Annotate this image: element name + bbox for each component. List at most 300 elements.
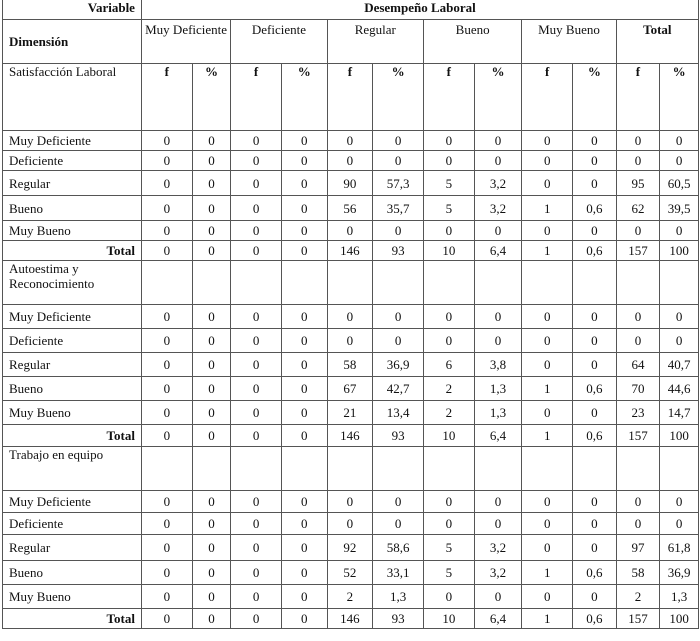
freq-cell: 1	[522, 561, 573, 585]
empty-cell	[231, 447, 282, 491]
header-row-1	[3, 0, 699, 20]
pct-cell: 0	[660, 221, 699, 241]
freq-cell: 0	[522, 171, 573, 196]
pct-cell: 0	[573, 491, 617, 513]
freq-cell: 10	[423, 609, 474, 629]
pct-cell: 0	[373, 329, 424, 353]
pct-cell: 0	[474, 513, 522, 535]
freq-cell: 0	[231, 131, 282, 151]
pct-cell: 0	[573, 329, 617, 353]
pct-cell: 0	[192, 329, 231, 353]
freq-cell: 0	[327, 221, 373, 241]
freq-cell: 0	[231, 329, 282, 353]
freq-cell: 0	[141, 221, 192, 241]
empty-cell	[373, 447, 424, 491]
pct-cell: 0	[373, 491, 424, 513]
pct-cell: 93	[373, 609, 424, 629]
pct-cell: 0	[192, 513, 231, 535]
freq-label: f	[423, 64, 474, 131]
pct-label: %	[373, 64, 424, 131]
pct-cell: 0	[373, 151, 424, 171]
pct-cell: 0	[573, 353, 617, 377]
pct-cell: 0	[573, 401, 617, 425]
row-label: Deficiente	[3, 513, 142, 535]
empty-cell	[660, 447, 699, 491]
pct-cell: 0	[660, 491, 699, 513]
row-label: Bueno	[3, 196, 142, 221]
freq-cell: 0	[231, 513, 282, 535]
freq-cell: 0	[616, 221, 660, 241]
pct-cell: 0	[373, 305, 424, 329]
freq-cell: 0	[522, 401, 573, 425]
table-row	[3, 196, 699, 221]
pct-cell: 0	[573, 585, 617, 609]
freq-cell: 67	[327, 377, 373, 401]
row-label: Regular	[3, 171, 142, 196]
empty-cell	[373, 261, 424, 305]
pct-cell: 0	[660, 329, 699, 353]
empty-cell	[660, 261, 699, 305]
empty-cell	[616, 261, 660, 305]
freq-cell: 0	[522, 131, 573, 151]
pct-cell: 40,7	[660, 353, 699, 377]
section-title: Satisfacción Laboral	[3, 64, 142, 131]
pct-cell: 6,4	[474, 609, 522, 629]
freq-cell: 0	[141, 401, 192, 425]
pct-cell: 3,8	[474, 353, 522, 377]
empty-cell	[573, 447, 617, 491]
table-row	[3, 491, 699, 513]
freq-cell: 5	[423, 171, 474, 196]
freq-cell: 95	[616, 171, 660, 196]
empty-cell	[327, 261, 373, 305]
freq-cell: 62	[616, 196, 660, 221]
section-title: Trabajo en equipo	[3, 447, 142, 491]
freq-cell: 0	[423, 221, 474, 241]
row-label: Muy Bueno	[3, 221, 142, 241]
pct-cell: 0	[192, 241, 231, 261]
pct-cell: 0	[373, 131, 424, 151]
freq-cell: 0	[141, 491, 192, 513]
freq-cell: 23	[616, 401, 660, 425]
freq-label: f	[327, 64, 373, 131]
variable-header: Variable	[3, 0, 142, 20]
freq-cell: 56	[327, 196, 373, 221]
row-label: Muy Bueno	[3, 401, 142, 425]
pct-cell: 6,4	[474, 241, 522, 261]
pct-cell: 0	[192, 491, 231, 513]
total-label: Total	[3, 609, 142, 629]
pct-cell: 0	[192, 401, 231, 425]
table-row	[3, 329, 699, 353]
table-row	[3, 535, 699, 561]
freq-cell: 52	[327, 561, 373, 585]
empty-cell	[231, 261, 282, 305]
pct-cell: 13,4	[373, 401, 424, 425]
freq-cell: 0	[522, 151, 573, 171]
pct-cell: 0	[281, 561, 327, 585]
pct-cell: 0	[474, 221, 522, 241]
freq-cell: 0	[141, 377, 192, 401]
row-label: Deficiente	[3, 151, 142, 171]
pct-cell: 0,6	[573, 241, 617, 261]
pct-cell: 0	[281, 425, 327, 447]
freq-cell: 0	[616, 491, 660, 513]
total-row	[3, 425, 699, 447]
table-row	[3, 221, 699, 241]
freq-cell: 2	[616, 585, 660, 609]
pct-cell: 0	[660, 305, 699, 329]
freq-cell: 0	[231, 425, 282, 447]
row-label: Regular	[3, 353, 142, 377]
freq-cell: 0	[423, 491, 474, 513]
pct-cell: 0	[573, 305, 617, 329]
row-label: Muy Deficiente	[3, 131, 142, 151]
pct-cell: 0	[192, 425, 231, 447]
freq-cell: 0	[423, 131, 474, 151]
total-label: Total	[3, 425, 142, 447]
pct-cell: 0	[281, 151, 327, 171]
pct-cell: 42,7	[373, 377, 424, 401]
pct-cell: 0	[192, 585, 231, 609]
freq-cell: 0	[327, 329, 373, 353]
freq-label: f	[141, 64, 192, 131]
freq-cell: 0	[616, 151, 660, 171]
category-header-muy-deficiente: Muy Deficiente	[141, 20, 230, 64]
freq-cell: 97	[616, 535, 660, 561]
freq-cell: 0	[423, 151, 474, 171]
pct-cell: 0	[281, 305, 327, 329]
pct-cell: 0	[281, 535, 327, 561]
pct-cell: 0	[573, 171, 617, 196]
freq-cell: 2	[327, 585, 373, 609]
pct-cell: 0	[573, 535, 617, 561]
freq-cell: 5	[423, 561, 474, 585]
freq-cell: 0	[231, 151, 282, 171]
pct-cell: 0,6	[573, 377, 617, 401]
pct-cell: 0	[192, 535, 231, 561]
freq-cell: 1	[522, 425, 573, 447]
freq-cell: 0	[616, 513, 660, 535]
pct-cell: 93	[373, 241, 424, 261]
pct-cell: 0	[281, 241, 327, 261]
pct-cell: 0,6	[573, 609, 617, 629]
pct-cell: 0	[281, 377, 327, 401]
section-title-row	[3, 64, 699, 131]
table-row	[3, 585, 699, 609]
pct-cell: 1,3	[373, 585, 424, 609]
freq-cell: 0	[231, 609, 282, 629]
table-row	[3, 513, 699, 535]
freq-cell: 0	[327, 131, 373, 151]
pct-cell: 57,3	[373, 171, 424, 196]
freq-cell: 0	[327, 491, 373, 513]
pct-cell: 0,6	[573, 425, 617, 447]
pct-cell: 3,2	[474, 535, 522, 561]
empty-cell	[281, 447, 327, 491]
empty-cell	[141, 261, 192, 305]
pct-cell: 61,8	[660, 535, 699, 561]
row-label: Regular	[3, 535, 142, 561]
performance-table	[2, 0, 699, 629]
pct-cell: 35,7	[373, 196, 424, 221]
freq-cell: 0	[231, 561, 282, 585]
freq-cell: 0	[616, 305, 660, 329]
pct-cell: 0	[474, 305, 522, 329]
pct-cell: 44,6	[660, 377, 699, 401]
total-label: Total	[3, 241, 142, 261]
freq-cell: 5	[423, 535, 474, 561]
pct-cell: 58,6	[373, 535, 424, 561]
pct-cell: 60,5	[660, 171, 699, 196]
freq-cell: 0	[141, 329, 192, 353]
freq-cell: 0	[231, 196, 282, 221]
empty-cell	[327, 447, 373, 491]
pct-cell: 100	[660, 241, 699, 261]
table-row	[3, 151, 699, 171]
pct-cell: 0,6	[573, 561, 617, 585]
pct-label: %	[573, 64, 617, 131]
empty-cell	[192, 447, 231, 491]
freq-cell: 1	[522, 377, 573, 401]
pct-cell: 0	[281, 196, 327, 221]
freq-cell: 0	[423, 585, 474, 609]
pct-cell: 93	[373, 425, 424, 447]
category-header-total: Total	[616, 20, 698, 64]
pct-cell: 0	[281, 131, 327, 151]
freq-cell: 157	[616, 609, 660, 629]
row-label: Muy Deficiente	[3, 305, 142, 329]
pct-cell: 0,6	[573, 196, 617, 221]
pct-label: %	[281, 64, 327, 131]
freq-label: f	[616, 64, 660, 131]
freq-cell: 2	[423, 401, 474, 425]
freq-cell: 0	[141, 561, 192, 585]
freq-cell: 0	[141, 609, 192, 629]
pct-cell: 0	[281, 221, 327, 241]
freq-cell: 0	[327, 151, 373, 171]
freq-cell: 0	[423, 305, 474, 329]
table-row	[3, 171, 699, 196]
pct-cell: 0	[573, 131, 617, 151]
freq-cell: 146	[327, 241, 373, 261]
empty-cell	[474, 447, 522, 491]
freq-cell: 0	[141, 196, 192, 221]
pct-cell: 0	[192, 131, 231, 151]
pct-cell: 100	[660, 425, 699, 447]
freq-cell: 157	[616, 425, 660, 447]
section-title-row	[3, 447, 699, 491]
pct-cell: 0	[192, 609, 231, 629]
pct-cell: 6,4	[474, 425, 522, 447]
freq-cell: 0	[522, 491, 573, 513]
freq-cell: 1	[522, 609, 573, 629]
freq-cell: 10	[423, 241, 474, 261]
freq-cell: 0	[231, 585, 282, 609]
row-label: Deficiente	[3, 329, 142, 353]
pct-cell: 0	[281, 401, 327, 425]
freq-cell: 0	[231, 305, 282, 329]
pct-cell: 0	[281, 171, 327, 196]
pct-cell: 0	[660, 131, 699, 151]
freq-cell: 0	[616, 131, 660, 151]
empty-cell	[522, 447, 573, 491]
table-row	[3, 131, 699, 151]
total-row	[3, 609, 699, 629]
freq-cell: 146	[327, 609, 373, 629]
freq-cell: 0	[231, 377, 282, 401]
freq-cell: 2	[423, 377, 474, 401]
freq-cell: 70	[616, 377, 660, 401]
freq-cell: 0	[231, 171, 282, 196]
pct-cell: 100	[660, 609, 699, 629]
freq-cell: 0	[141, 513, 192, 535]
pct-cell: 0	[281, 329, 327, 353]
row-label: Muy Bueno	[3, 585, 142, 609]
row-label: Bueno	[3, 561, 142, 585]
freq-cell: 0	[522, 535, 573, 561]
freq-cell: 0	[141, 585, 192, 609]
freq-cell: 0	[141, 353, 192, 377]
dimension-header: Dimensión	[3, 20, 142, 64]
pct-cell: 0	[474, 329, 522, 353]
pct-cell: 0	[192, 305, 231, 329]
row-label: Muy Deficiente	[3, 491, 142, 513]
section-title: Autoestima y Reconocimiento	[3, 261, 142, 305]
freq-cell: 58	[327, 353, 373, 377]
freq-cell: 92	[327, 535, 373, 561]
pct-cell: 0	[373, 513, 424, 535]
category-header-regular: Regular	[327, 20, 423, 64]
pct-cell: 1,3	[474, 401, 522, 425]
pct-label: %	[660, 64, 699, 131]
pct-cell: 33,1	[373, 561, 424, 585]
empty-cell	[423, 447, 474, 491]
empty-cell	[423, 261, 474, 305]
empty-cell	[522, 261, 573, 305]
freq-cell: 0	[231, 535, 282, 561]
pct-cell: 36,9	[373, 353, 424, 377]
freq-cell: 0	[522, 353, 573, 377]
pct-cell: 0	[192, 196, 231, 221]
pct-cell: 0	[474, 151, 522, 171]
freq-cell: 0	[616, 329, 660, 353]
pct-cell: 0	[573, 151, 617, 171]
pct-cell: 14,7	[660, 401, 699, 425]
empty-cell	[573, 261, 617, 305]
pct-cell: 0	[474, 491, 522, 513]
pct-cell: 39,5	[660, 196, 699, 221]
freq-cell: 0	[522, 221, 573, 241]
freq-cell: 21	[327, 401, 373, 425]
pct-cell: 0	[192, 221, 231, 241]
pct-cell: 3,2	[474, 561, 522, 585]
freq-cell: 0	[141, 535, 192, 561]
freq-cell: 0	[522, 585, 573, 609]
pct-cell: 3,2	[474, 171, 522, 196]
pct-cell: 36,9	[660, 561, 699, 585]
empty-cell	[192, 261, 231, 305]
table-row	[3, 377, 699, 401]
freq-cell: 0	[141, 131, 192, 151]
freq-cell: 0	[231, 491, 282, 513]
freq-label: f	[231, 64, 282, 131]
pct-cell: 0	[192, 561, 231, 585]
empty-cell	[141, 447, 192, 491]
pct-cell: 0	[192, 353, 231, 377]
category-header-deficiente: Deficiente	[231, 20, 327, 64]
freq-cell: 146	[327, 425, 373, 447]
pct-cell: 1,3	[474, 377, 522, 401]
pct-cell: 1,3	[660, 585, 699, 609]
freq-cell: 0	[522, 305, 573, 329]
total-row	[3, 241, 699, 261]
pct-cell: 0	[192, 151, 231, 171]
freq-cell: 0	[423, 329, 474, 353]
freq-cell: 0	[327, 513, 373, 535]
pct-label: %	[474, 64, 522, 131]
freq-cell: 0	[141, 171, 192, 196]
freq-cell: 0	[231, 401, 282, 425]
pct-cell: 0	[573, 221, 617, 241]
pct-cell: 0	[373, 221, 424, 241]
freq-cell: 0	[231, 241, 282, 261]
empty-cell	[281, 261, 327, 305]
pct-cell: 0	[660, 513, 699, 535]
freq-cell: 0	[423, 513, 474, 535]
freq-cell: 0	[231, 353, 282, 377]
pct-cell: 0	[474, 131, 522, 151]
pct-cell: 0	[192, 377, 231, 401]
pct-cell: 0	[660, 151, 699, 171]
freq-cell: 0	[522, 513, 573, 535]
pct-cell: 0	[281, 353, 327, 377]
table-row	[3, 305, 699, 329]
freq-cell: 1	[522, 196, 573, 221]
freq-cell: 0	[141, 425, 192, 447]
freq-cell: 90	[327, 171, 373, 196]
freq-cell: 0	[141, 305, 192, 329]
freq-cell: 5	[423, 196, 474, 221]
pct-cell: 3,2	[474, 196, 522, 221]
pct-cell: 0	[474, 585, 522, 609]
empty-cell	[616, 447, 660, 491]
header-row-2	[3, 20, 699, 64]
pct-cell: 0	[281, 609, 327, 629]
pct-cell: 0	[192, 171, 231, 196]
freq-cell: 10	[423, 425, 474, 447]
pct-label: %	[192, 64, 231, 131]
table-row	[3, 401, 699, 425]
freq-cell: 1	[522, 241, 573, 261]
freq-label: f	[522, 64, 573, 131]
section-title-row	[3, 261, 699, 305]
row-label: Bueno	[3, 377, 142, 401]
freq-cell: 0	[522, 329, 573, 353]
performance-header: Desempeño Laboral	[141, 0, 698, 20]
pct-cell: 0	[573, 513, 617, 535]
pct-cell: 0	[281, 513, 327, 535]
freq-cell: 64	[616, 353, 660, 377]
freq-cell: 6	[423, 353, 474, 377]
table-row	[3, 353, 699, 377]
empty-cell	[474, 261, 522, 305]
pct-cell: 0	[281, 585, 327, 609]
freq-cell: 0	[141, 151, 192, 171]
freq-cell: 0	[327, 305, 373, 329]
freq-cell: 58	[616, 561, 660, 585]
freq-cell: 157	[616, 241, 660, 261]
